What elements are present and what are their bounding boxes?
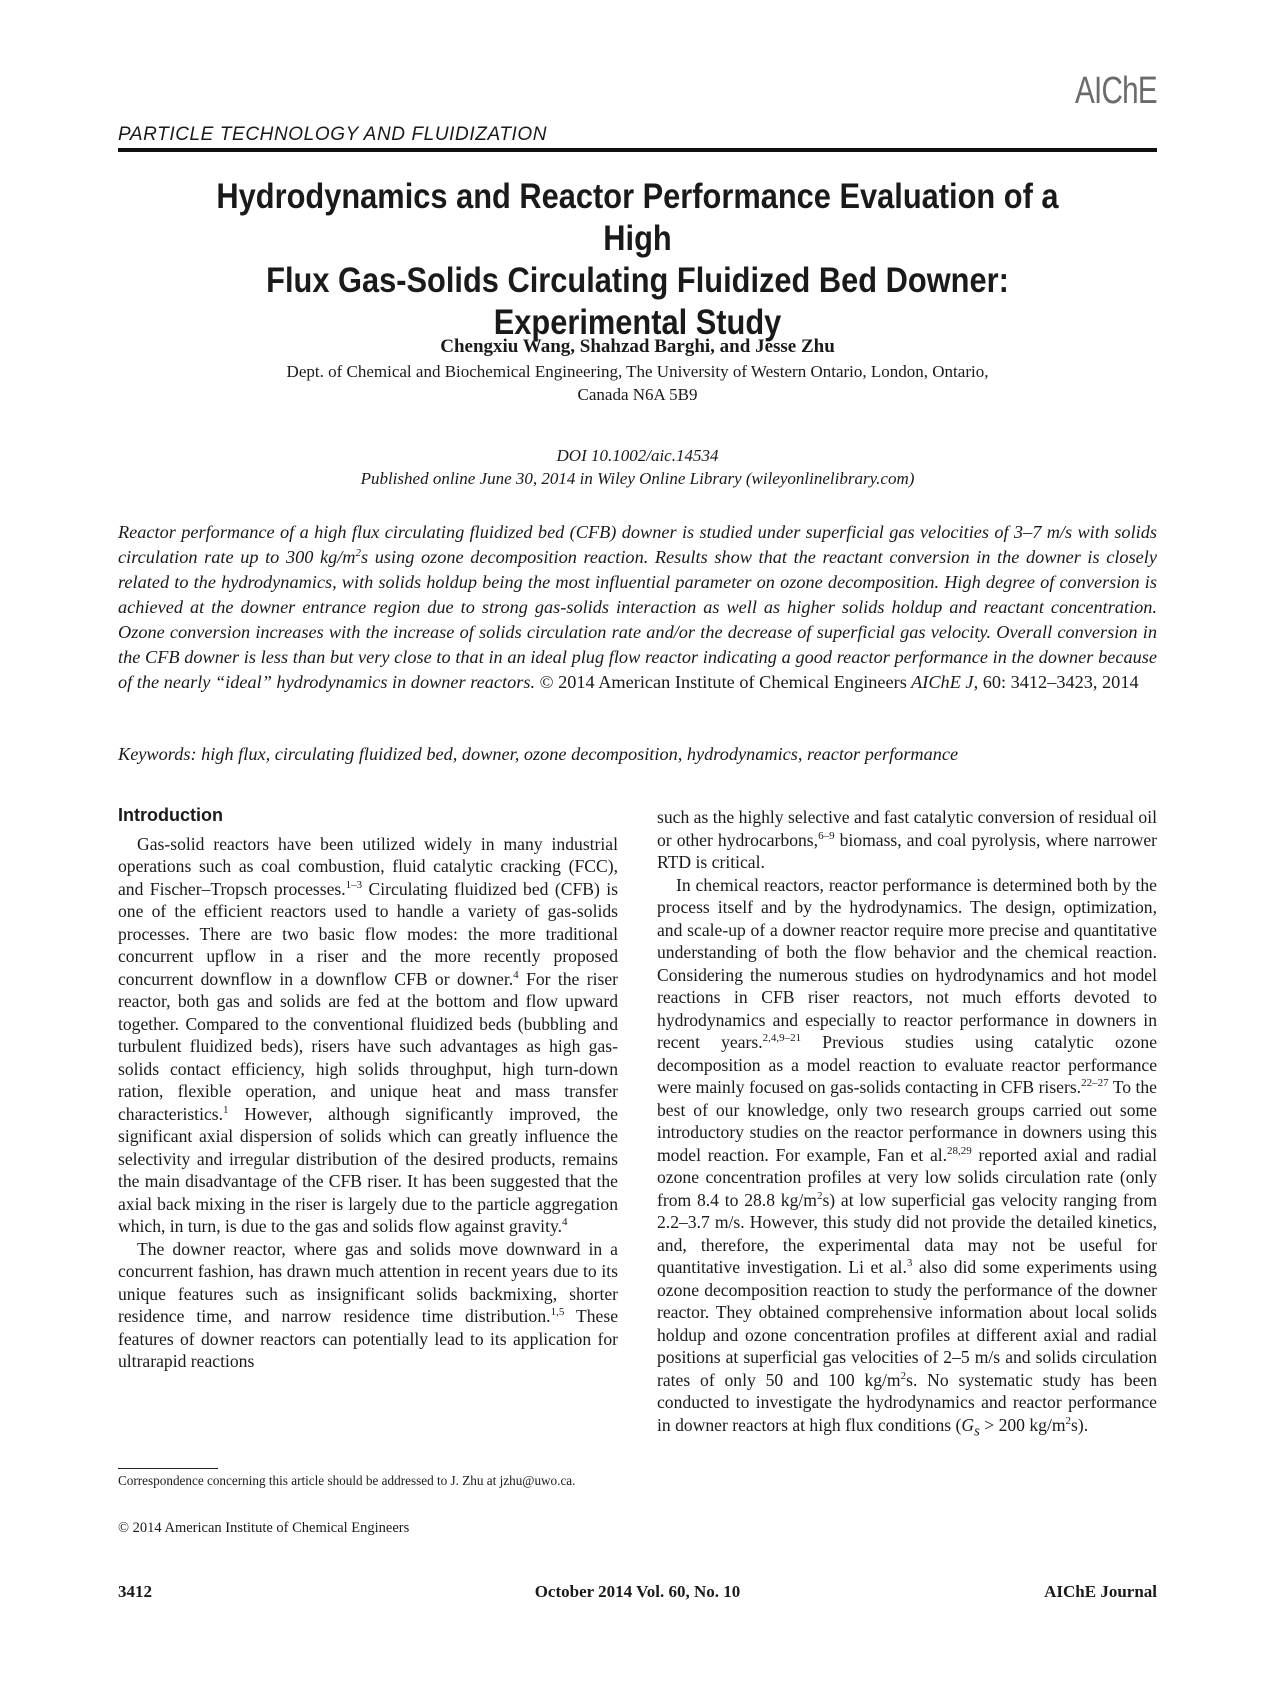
issue-info: October 2014 Vol. 60, No. 10 [534, 1582, 741, 1601]
journal-name: AIChE Journal [1044, 1582, 1157, 1601]
superscript: 2 [900, 1369, 907, 1382]
citation-ref: 2,4,9–21 [762, 1032, 802, 1045]
paragraph: In chemical reactors, reactor performance is determined both by the process itself and by the hydrodynamics. The design, optimization, and scale-up of a downer reactor require more precise and quantitative understanding of both the flow behavior and the chemical reaction. Considering the numerous studies on hydrodynamics and hot model reactions in CFB riser reactors, not much efforts devoted to hydrodynamics and especially to reactor performance in downers in recent years.$^{2,4,9-21}$ Previous studies using catalytic ozone decomposition as a model reaction to evaluate reactor performance were mainly focused on gas-solids contacting in CFB risers.$^{22-27}$ To the best of our knowledge, only two research groups carried out some introductory studies on the reactor performance in downers using this model reaction. For example, Fan et al.$^{28,29}$ reported axial and radial ozone concentration profiles at very low solids circulation rate (only from 8.4 to 28.8 $kg/m^2s$) at low superficial gas velocity ranging from 2.2–3.7 m/s. However, this study did not provide the detailed kinetics, and, therefore, the experimental data may not be useful for quantitative investigation. Li et al.$^3$ also did some experiments using ozone decomposition reaction to study the performance of the downer reactor. They obtained comprehensive information about local solids holdup and ozone concentration profiles at different axial and radial positions at superficial gas velocities of 2–5 m/s and solids circulation rates of only 50 and 100 $kg/m^2s$. No systematic study has been conducted to investigate the hydrodynamics and reactor performance in downer reactors at high flux conditions ($G_s > 200$ $kg/m^2s$). [657, 874, 1158, 1440]
citation-ref: 4 [513, 968, 519, 981]
section-heading: Introduction [118, 805, 223, 825]
citation-ref: 1,5 [550, 1306, 565, 1319]
doi: DOI 10.1002/aic.14534 [556, 446, 719, 465]
author-list: Chengxiu Wang, Shahzad Barghi, and Jesse Zhu [440, 336, 835, 357]
citation-ref: 3 [906, 1257, 913, 1270]
aiche-logo: AIChE [1075, 70, 1157, 112]
publication-info: Published online June 30, 2014 in Wiley Online Library (wileyonlinelibrary.com) [360, 469, 915, 488]
affiliation-line: Canada N6A 5B9 [577, 385, 698, 404]
citation-ref: 28,29 [947, 1144, 972, 1157]
abstract [118, 520, 1157, 695]
keywords: Keywords: high flux, circulating fluidized bed, downer, ozone decomposition, hydrodynamics, reactor performance [118, 744, 959, 764]
abstract-copyright: © 2014 American Institute of Chemical Engineers [539, 672, 907, 692]
paragraph: Gas-solid reactors have been utilized widely in many industrial operations such as coal combustion, fluid catalytic cracking (FCC), and Fischer–Tropsch processes.$^{1-3}$ Circulating fluidized bed (CFB) is one of the efficient reactors used to handle a variety of gas-solids processes. There are two basic flow modes: the more traditional concurrent upflow in a riser and the more recently proposed concurrent downflow in a downflow CFB or downer.$^4$ For the riser reactor, both gas and solids are fed at the bottom and flow upward together. Compared to the conventional fluidized beds (bubbling and turbulent fluidized beds), risers have such advantages as high gas-solids contact efficiency, high solids throughput, high turn-down ration, flexible operation, and unique heat and mass transfer characteristics.$^1$ However, although significantly improved, the significant axial dispersion of solids which can greatly influence the selectivity and irregular distribution of the desired products, remains the main disadvantage of the CFB riser. It has been suggested that the axial back mixing in the riser is largely due to the particle aggregation which, in turn, is due to the gas and solids flow against gravity.$^4$ [118, 833, 618, 1236]
math-symbol: $G_s$ [961, 1414, 980, 1440]
article-title [180, 176, 1094, 344]
abstract-text: s using ozone decomposition reaction. Results show that the reactant conversion in the downer is closely related to the hydrodynamics, with solids holdup being the most influential parameter on ozone decomposition. High degree of conversion is achieved at the downer entrance region due to strong gas-solids interaction as well as higher solids holdup and reactant concentration. Ozone conversion increases with the increase of solids circulation rate and/or the decrease of superficial gas velocity. Overall conversion in the CFB downer is less than but very close to that in an ideal plug flow reactor indicating a good reactor performance in the downer because of the nearly “ideal” hydrodynamics in downer reactors. [118, 547, 1157, 692]
title-line: Flux Gas-Solids Circulating Fluidized Bed Downer: [266, 261, 1009, 300]
correspondence-footnote: Correspondence concerning this article should be addressed to J. Zhu at jzhu@uwo.ca. [118, 1473, 576, 1488]
citation-ref: 1 [223, 1103, 229, 1116]
copyright-notice: © 2014 American Institute of Chemical Engineers [118, 1520, 410, 1536]
header-rule [118, 148, 1157, 152]
superscript: 2 [355, 546, 362, 559]
citation-ref: 4 [562, 1216, 568, 1229]
right-column [657, 806, 1157, 1443]
title-line: Hydrodynamics and Reactor Performance Evaluation of a High [216, 177, 1059, 258]
citation-ref: 22–27 [1081, 1077, 1109, 1090]
superscript: 2 [1065, 1414, 1072, 1427]
title-line: Experimental Study [493, 303, 782, 342]
left-column [118, 804, 618, 1373]
paragraph: The downer reactor, where gas and solids move downward in a concurrent fashion, has drawn much attention in recent years due to its unique features such as insignificant solids backmixing, shorter residence time, and narrow residence time distribution.$^{1,5}$ These features of downer reactors can potentially lead to its application for ultrarapid reactions [118, 1238, 619, 1371]
journal-abbreviation: AIChE J [911, 672, 974, 692]
citation-ref: 6–9 [818, 829, 835, 842]
paragraph: such as the highly selective and fast catalytic conversion of residual oil or other hydrocarbons,$^{6-9}$ biomass, and coal pyrolysis, where narrower RTD is critical. [657, 807, 1157, 872]
citation: , 60: 3412–3423, 2014 [973, 672, 1139, 692]
footnote-rule [118, 1468, 218, 1469]
page-number: 3412 [118, 1582, 152, 1601]
section-label: PARTICLE TECHNOLOGY AND FLUIDIZATION [118, 124, 548, 145]
superscript: 2 [816, 1189, 823, 1202]
affiliation [200, 360, 1075, 406]
affiliation-line: Dept. of Chemical and Biochemical Engineering, The University of Western Ontario, London, Ontario, [286, 362, 989, 381]
citation-ref: 1–3 [345, 878, 363, 891]
abstract-text: Reactor performance of a high flux circulating fluidized bed (CFB) downer is studied under superficial gas velocities of 3–7 m/s with solids circulation rate up to 300 kg/m [118, 522, 1157, 567]
